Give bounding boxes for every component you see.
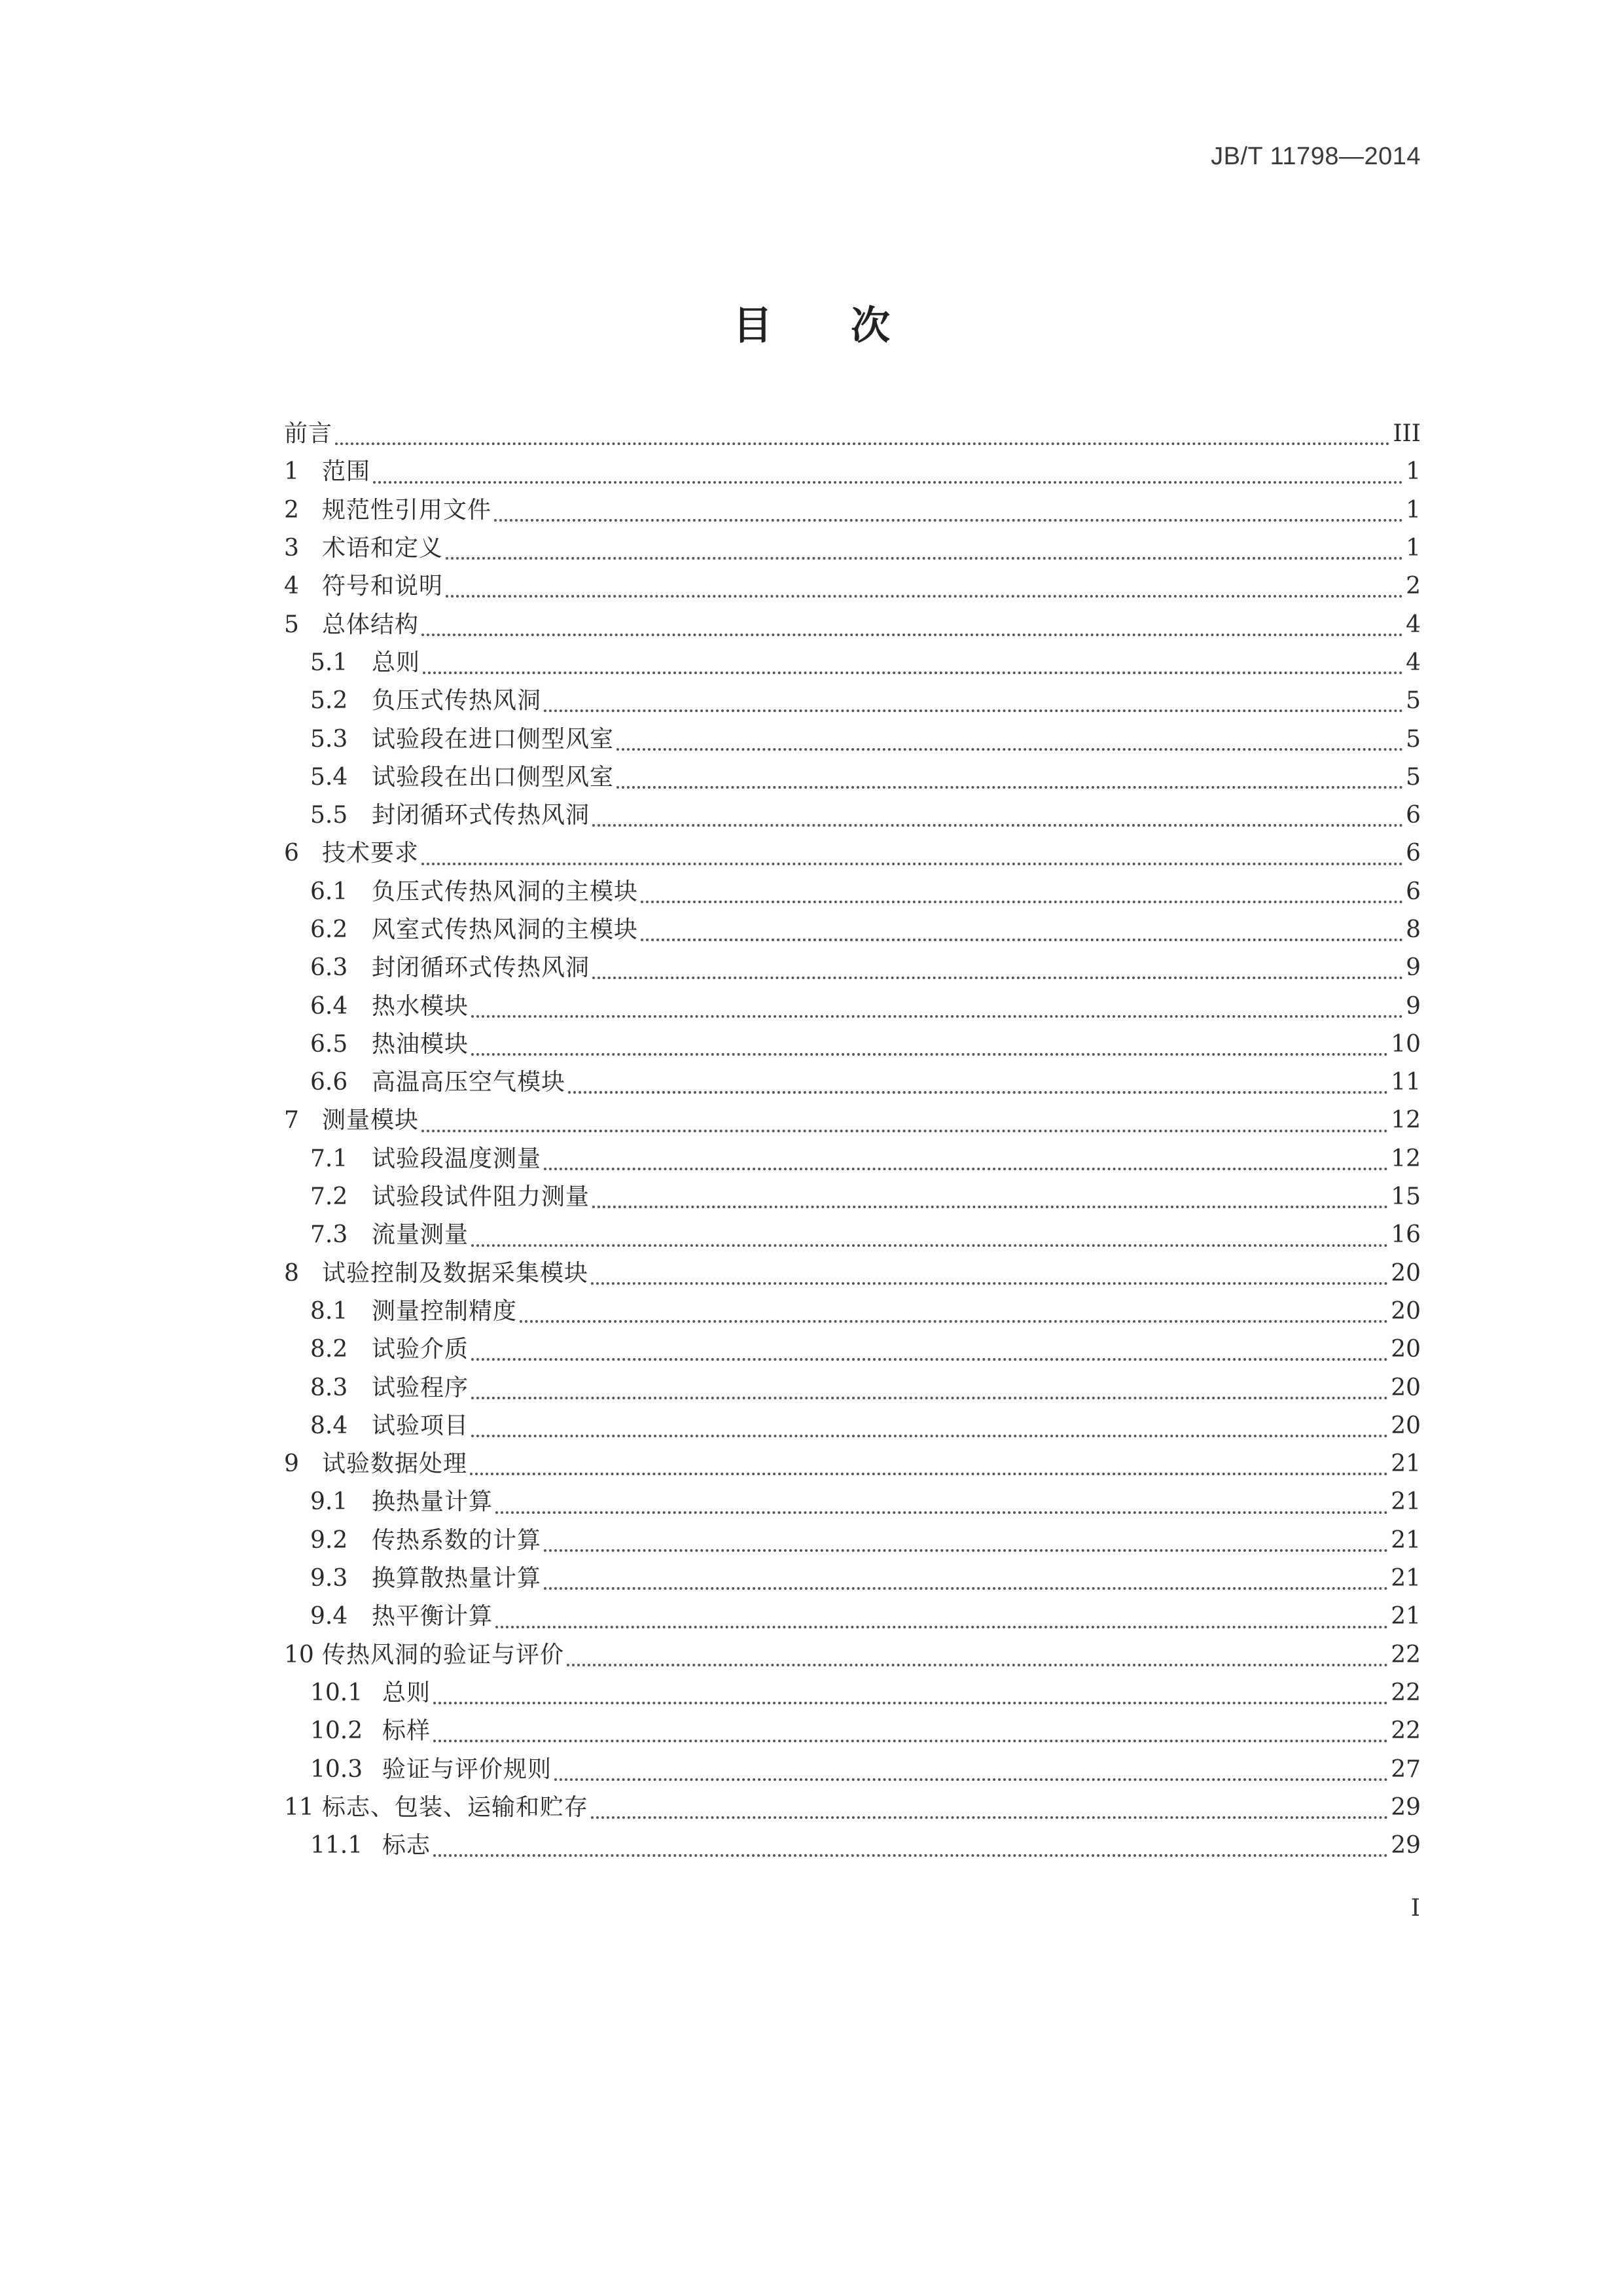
toc-entry <box>284 1140 1421 1178</box>
toc-entry-title: 换热量计算 <box>372 1488 493 1516</box>
toc-entry-page: 22 <box>1391 1717 1421 1745</box>
toc-entry-page: 6 <box>1406 802 1421 829</box>
dot-leader <box>471 1358 1388 1361</box>
toc-entry-title: 符号和说明 <box>322 573 444 600</box>
toc-entry-page: 21 <box>1391 1526 1421 1554</box>
toc-entry-page: 12 <box>1391 1107 1421 1134</box>
toc-entry <box>284 1712 1421 1750</box>
toc-entry-title: 试验控制及数据采集模块 <box>322 1259 589 1287</box>
toc-entry-number: 6.4 <box>310 992 348 1020</box>
table-of-contents <box>284 415 1421 1865</box>
dot-leader <box>335 442 1390 445</box>
toc-entry <box>284 1750 1421 1788</box>
toc-entry-number: 9.3 <box>310 1565 348 1592</box>
toc-entry-page: 21 <box>1391 1565 1421 1592</box>
toc-entry <box>284 644 1421 682</box>
toc-entry-number: 7.1 <box>310 1145 348 1172</box>
toc-entry <box>284 1789 1421 1827</box>
toc-entry <box>284 529 1421 567</box>
dot-leader <box>446 595 1403 598</box>
dot-leader <box>433 1740 1388 1742</box>
toc-entry-number: 5.3 <box>310 725 348 753</box>
toc-entry <box>284 987 1421 1025</box>
toc-entry <box>284 1026 1421 1064</box>
toc-entry-number: 3 <box>284 535 299 562</box>
dot-leader <box>446 557 1403 560</box>
dot-leader <box>544 709 1403 712</box>
toc-entry-number: 5.1 <box>310 649 348 676</box>
toc-entry <box>284 1560 1421 1598</box>
toc-entry-page: 6 <box>1406 840 1421 867</box>
toc-entry-title: 热水模块 <box>372 992 469 1020</box>
dot-leader <box>495 1626 1388 1628</box>
toc-entry-page: 5 <box>1406 763 1421 791</box>
toc-entry-title: 换算散热量计算 <box>372 1565 542 1592</box>
toc-entry-title: 风室式传热风洞的主模块 <box>372 916 639 943</box>
toc-entry-title: 前言 <box>284 420 333 448</box>
toc-entry-title: 测量控制精度 <box>372 1297 518 1325</box>
toc-entry <box>284 1293 1421 1331</box>
toc-entry-number: 10 <box>284 1641 314 1668</box>
toc-entry-number: 11.1 <box>310 1832 363 1859</box>
toc-entry-title: 传热风洞的验证与评价 <box>322 1641 565 1668</box>
dot-leader <box>373 481 1403 484</box>
toc-entry-title: 高温高压空气模块 <box>372 1069 566 1096</box>
toc-entry-number: 9.2 <box>310 1526 348 1554</box>
toc-entry-title: 热油模块 <box>372 1030 469 1058</box>
toc-entry-title: 试验段温度测量 <box>372 1145 542 1172</box>
dot-leader <box>433 1702 1388 1704</box>
toc-entry-number: 8.1 <box>310 1297 348 1325</box>
dot-leader <box>433 1854 1388 1857</box>
toc-entry <box>284 453 1421 491</box>
toc-entry-title: 热平衡计算 <box>372 1603 493 1630</box>
toc-entry-page: III <box>1393 420 1421 448</box>
toc-entry-page: 16 <box>1391 1221 1421 1249</box>
toc-entry-page: 22 <box>1391 1679 1421 1706</box>
toc-entry-title: 术语和定义 <box>322 535 444 562</box>
dot-leader <box>471 1397 1388 1399</box>
toc-entry <box>284 873 1421 911</box>
toc-entry-page: 20 <box>1391 1297 1421 1325</box>
dot-leader <box>471 1053 1388 1056</box>
dot-leader <box>592 1206 1388 1208</box>
dot-leader <box>421 1130 1388 1132</box>
toc-entry-page: 20 <box>1391 1374 1421 1401</box>
toc-entry-page: 22 <box>1391 1641 1421 1668</box>
toc-entry-page: 20 <box>1391 1336 1421 1363</box>
toc-entry-title: 总体结构 <box>322 611 419 638</box>
toc-entry <box>284 1369 1421 1407</box>
toc-entry-page: 27 <box>1391 1755 1421 1783</box>
toc-entry-title: 测量模块 <box>322 1107 419 1134</box>
toc-entry-page: 1 <box>1406 535 1421 562</box>
dot-leader <box>520 1320 1388 1323</box>
dot-leader <box>616 748 1403 751</box>
toc-entry-number: 5.5 <box>310 802 348 829</box>
toc-entry <box>284 834 1421 872</box>
toc-entry-number: 8 <box>284 1259 299 1287</box>
dot-leader <box>471 1244 1388 1247</box>
toc-entry-number: 9.4 <box>310 1603 348 1630</box>
dot-leader <box>592 977 1403 979</box>
dot-leader <box>641 901 1403 903</box>
toc-entry <box>284 1598 1421 1636</box>
toc-entry-number: 6.1 <box>310 878 348 905</box>
toc-entry <box>284 1445 1421 1483</box>
toc-entry <box>284 415 1421 453</box>
toc-entry-number: 7.3 <box>310 1221 348 1249</box>
toc-entry-page: 8 <box>1406 916 1421 943</box>
toc-entry <box>284 1102 1421 1139</box>
toc-entry-page: 11 <box>1391 1069 1421 1096</box>
toc-entry-title: 标志 <box>382 1832 431 1859</box>
toc-entry-page: 20 <box>1391 1259 1421 1287</box>
toc-entry-title: 规范性引用文件 <box>322 496 492 524</box>
toc-entry-title: 试验介质 <box>372 1336 469 1363</box>
toc-entry-page: 12 <box>1391 1145 1421 1172</box>
dot-leader <box>568 1091 1388 1094</box>
dot-leader <box>471 1015 1403 1018</box>
toc-entry-page: 9 <box>1406 954 1421 982</box>
toc-entry-title: 负压式传热风洞 <box>372 687 542 715</box>
toc-entry-title: 试验程序 <box>372 1374 469 1401</box>
toc-entry-number: 5.4 <box>310 763 348 791</box>
toc-entry <box>284 949 1421 987</box>
toc-entry-title: 试验段在进口侧型风室 <box>372 725 615 753</box>
toc-entry-title: 封闭循环式传热风洞 <box>372 954 590 982</box>
toc-entry <box>284 1216 1421 1254</box>
toc-entry <box>284 1522 1421 1560</box>
toc-entry-title: 范围 <box>322 458 371 486</box>
dot-leader <box>423 672 1403 674</box>
toc-entry-page: 21 <box>1391 1488 1421 1516</box>
toc-entry-number: 10.1 <box>310 1679 363 1706</box>
toc-entry-page: 29 <box>1391 1793 1421 1821</box>
toc-entry-number: 6.6 <box>310 1069 348 1096</box>
toc-entry-page: 4 <box>1406 649 1421 676</box>
toc-entry-title: 标样 <box>382 1717 431 1745</box>
toc-entry-number: 8.4 <box>310 1412 348 1439</box>
toc-entry-page: 6 <box>1406 878 1421 905</box>
dot-leader <box>554 1778 1388 1781</box>
page-number: I <box>1410 1895 1420 1922</box>
dot-leader <box>470 1473 1388 1475</box>
dot-leader <box>591 1816 1388 1819</box>
toc-entry <box>284 682 1421 720</box>
toc-entry <box>284 567 1421 605</box>
toc-entry-title: 试验段试件阻力测量 <box>372 1183 590 1211</box>
toc-entry <box>284 720 1421 758</box>
toc-entry-number: 5.2 <box>310 687 348 715</box>
toc-entry-number: 6.3 <box>310 954 348 982</box>
toc-entry-number: 10.3 <box>310 1755 363 1783</box>
toc-entry-page: 9 <box>1406 992 1421 1020</box>
toc-entry <box>284 911 1421 949</box>
toc-entry-title: 流量测量 <box>372 1221 469 1249</box>
dot-leader <box>421 863 1403 865</box>
toc-entry-page: 15 <box>1391 1183 1421 1211</box>
toc-entry <box>284 492 1421 529</box>
standard-number: JB/T 11798—2014 <box>1211 143 1421 170</box>
toc-entry-page: 5 <box>1406 687 1421 715</box>
dot-leader <box>495 1511 1388 1514</box>
toc-entry-number: 7 <box>284 1107 299 1134</box>
dot-leader <box>471 1435 1388 1437</box>
toc-entry-title: 试验数据处理 <box>322 1450 468 1478</box>
toc-entry-title: 试验项目 <box>372 1412 469 1439</box>
toc-entry-number: 8.3 <box>310 1374 348 1401</box>
toc-entry-number: 4 <box>284 573 299 600</box>
dot-leader <box>494 519 1403 522</box>
toc-entry-page: 2 <box>1406 573 1421 600</box>
toc-entry-number: 5 <box>284 611 299 638</box>
toc-entry-number: 6 <box>284 840 299 867</box>
dot-leader <box>591 1282 1388 1285</box>
page-title <box>0 295 1623 351</box>
toc-entry-title: 封闭循环式传热风洞 <box>372 802 590 829</box>
toc-entry-page: 1 <box>1406 496 1421 524</box>
toc-entry-title: 传热系数的计算 <box>372 1526 542 1554</box>
toc-entry-number: 9 <box>284 1450 299 1478</box>
toc-entry-number: 8.2 <box>310 1336 348 1363</box>
toc-entry-number: 11 <box>284 1793 314 1821</box>
toc-entry-page: 21 <box>1391 1450 1421 1478</box>
toc-entry <box>284 1064 1421 1102</box>
toc-entry-number: 7.2 <box>310 1183 348 1211</box>
toc-entry <box>284 1827 1421 1865</box>
toc-entry-number: 9.1 <box>310 1488 348 1516</box>
toc-entry-page: 4 <box>1406 611 1421 638</box>
dot-leader <box>544 1168 1388 1170</box>
toc-entry <box>284 1674 1421 1712</box>
toc-entry <box>284 1178 1421 1216</box>
toc-entry-number: 10.2 <box>310 1717 363 1745</box>
toc-entry-title: 总则 <box>382 1679 431 1706</box>
toc-entry-title: 验证与评价规则 <box>382 1755 552 1783</box>
toc-entry <box>284 1331 1421 1369</box>
toc-entry-title: 总则 <box>372 649 421 676</box>
dot-leader <box>641 939 1403 941</box>
dot-leader <box>544 1587 1388 1590</box>
toc-entry-number: 6.2 <box>310 916 348 943</box>
toc-entry <box>284 1407 1421 1445</box>
toc-entry-page: 10 <box>1391 1030 1421 1058</box>
toc-entry <box>284 605 1421 643</box>
toc-entry-page: 21 <box>1391 1603 1421 1630</box>
toc-entry-number: 6.5 <box>310 1030 348 1058</box>
dot-leader <box>421 634 1403 636</box>
toc-entry-page: 1 <box>1406 458 1421 486</box>
dot-leader <box>592 824 1403 827</box>
dot-leader <box>544 1549 1388 1552</box>
title-char-2: 次 <box>851 303 890 349</box>
toc-entry-number: 1 <box>284 458 299 486</box>
toc-entry-title: 标志、包装、运输和贮存 <box>322 1793 589 1821</box>
toc-entry-page: 5 <box>1406 725 1421 753</box>
toc-entry-title: 试验段在出口侧型风室 <box>372 763 615 791</box>
toc-entry <box>284 1255 1421 1293</box>
toc-entry-title: 技术要求 <box>322 840 419 867</box>
dot-leader <box>567 1664 1388 1666</box>
toc-entry <box>284 797 1421 834</box>
toc-entry <box>284 759 1421 797</box>
toc-entry <box>284 1483 1421 1521</box>
toc-entry-page: 20 <box>1391 1412 1421 1439</box>
title-char-1: 目 <box>733 303 772 349</box>
toc-entry-page: 29 <box>1391 1832 1421 1859</box>
toc-entry-title: 负压式传热风洞的主模块 <box>372 878 639 905</box>
toc-entry <box>284 1636 1421 1674</box>
dot-leader <box>616 786 1403 789</box>
toc-entry-number: 2 <box>284 496 299 524</box>
